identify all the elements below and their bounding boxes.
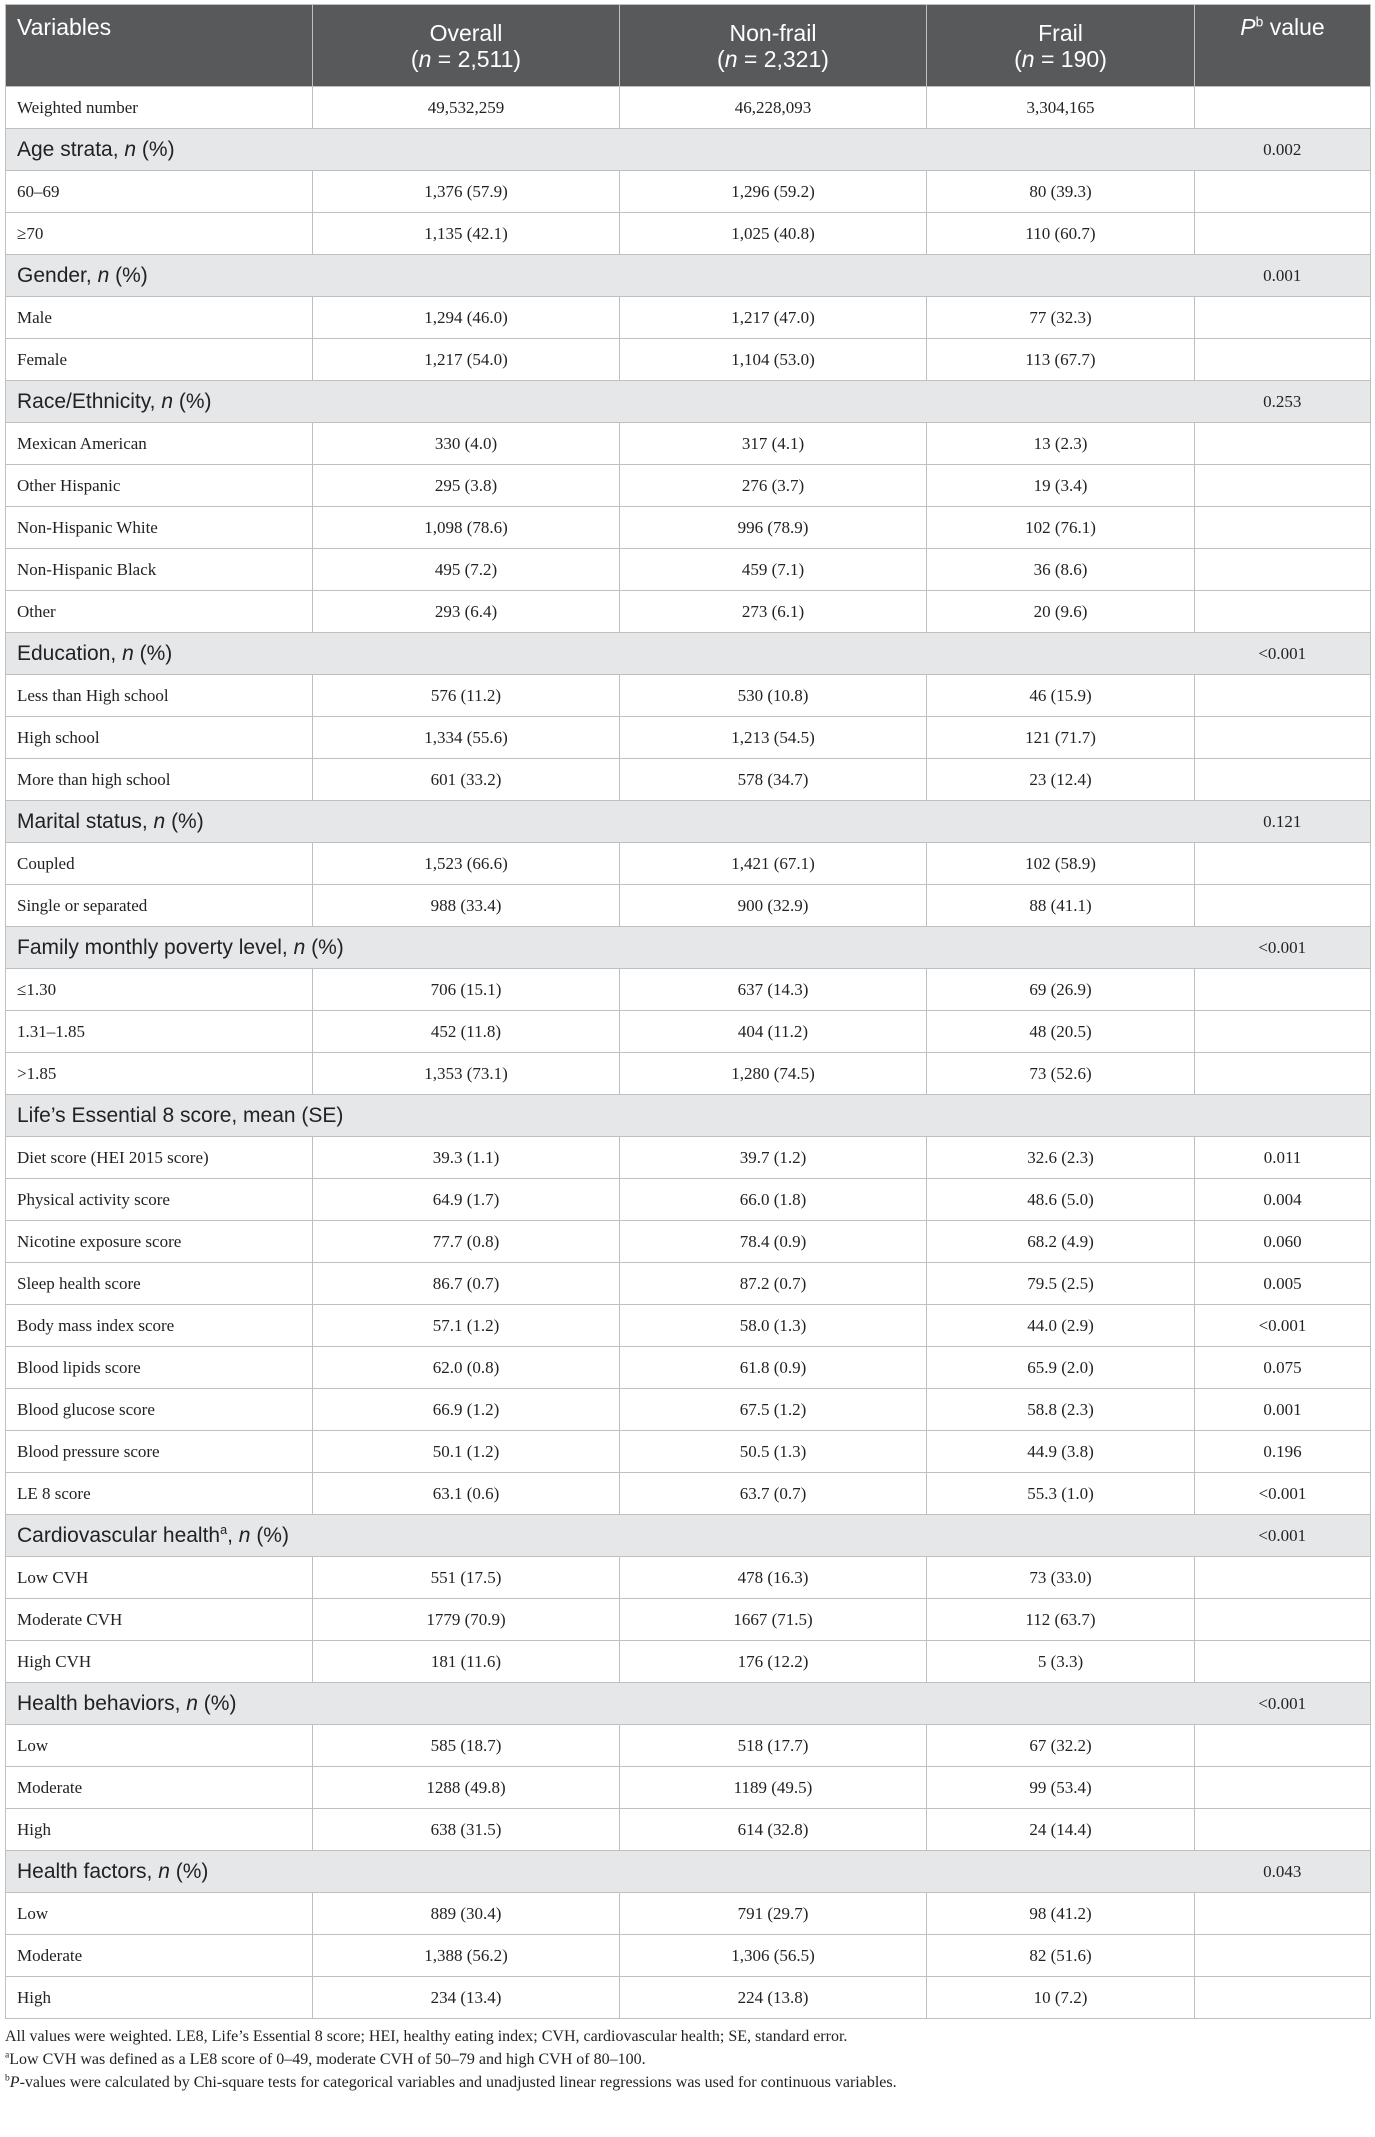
table-row	[6, 1011, 1371, 1053]
table-row	[6, 1053, 1371, 1095]
cell-overall: 234 (13.4)	[313, 1977, 620, 2019]
cell-frail: 3,304,165	[927, 87, 1195, 129]
header-frail	[927, 5, 1195, 87]
cell-nonfrail: 1,104 (53.0)	[620, 339, 927, 381]
group-title: Education, n (%)	[6, 633, 1195, 675]
cell-overall: 495 (7.2)	[313, 549, 620, 591]
cell-nonfrail: 1,296 (59.2)	[620, 171, 927, 213]
table-row	[6, 1473, 1371, 1515]
group-p-value: 0.001	[1195, 255, 1371, 297]
cell-frail: 98 (41.2)	[927, 1893, 1195, 1935]
cell-nonfrail: 61.8 (0.9)	[620, 1347, 927, 1389]
cell-nonfrail: 1667 (71.5)	[620, 1599, 927, 1641]
cell-frail: 46 (15.9)	[927, 675, 1195, 717]
table-row	[6, 969, 1371, 1011]
cell-nonfrail: 63.7 (0.7)	[620, 1473, 927, 1515]
cell-frail: 68.2 (4.9)	[927, 1221, 1195, 1263]
group-header-row	[6, 1095, 1371, 1137]
group-title: Marital status, n (%)	[6, 801, 1195, 843]
group-p-value: 0.002	[1195, 129, 1371, 171]
cell-nonfrail: 1,213 (54.5)	[620, 717, 927, 759]
group-p-value: <0.001	[1195, 927, 1371, 969]
header-nonfrail	[620, 5, 927, 87]
cell-overall: 63.1 (0.6)	[313, 1473, 620, 1515]
cell-frail: 73 (52.6)	[927, 1053, 1195, 1095]
cell-overall: 601 (33.2)	[313, 759, 620, 801]
cell-overall: 66.9 (1.2)	[313, 1389, 620, 1431]
cell-p-value	[1195, 1977, 1371, 2019]
cell-nonfrail: 996 (78.9)	[620, 507, 927, 549]
cell-nonfrail: 404 (11.2)	[620, 1011, 927, 1053]
header-overall-label: Overall	[429, 19, 503, 46]
table-row	[6, 1893, 1371, 1935]
table-row	[6, 1221, 1371, 1263]
row-label: >1.85	[6, 1053, 313, 1095]
cell-frail: 48.6 (5.0)	[927, 1179, 1195, 1221]
cell-p-value	[1195, 87, 1371, 129]
cell-frail: 44.0 (2.9)	[927, 1305, 1195, 1347]
cell-nonfrail: 637 (14.3)	[620, 969, 927, 1011]
cell-nonfrail: 39.7 (1.2)	[620, 1137, 927, 1179]
cell-frail: 102 (58.9)	[927, 843, 1195, 885]
table-row	[6, 1137, 1371, 1179]
cell-nonfrail: 50.5 (1.3)	[620, 1431, 927, 1473]
cell-frail: 80 (39.3)	[927, 171, 1195, 213]
cell-overall: 1,217 (54.0)	[313, 339, 620, 381]
table-row	[6, 213, 1371, 255]
cell-nonfrail: 459 (7.1)	[620, 549, 927, 591]
cell-nonfrail: 1,217 (47.0)	[620, 297, 927, 339]
cell-frail: 73 (33.0)	[927, 1557, 1195, 1599]
cell-p-value	[1195, 423, 1371, 465]
cell-frail: 88 (41.1)	[927, 885, 1195, 927]
table-row	[6, 507, 1371, 549]
cell-p-value	[1195, 717, 1371, 759]
table-row	[6, 1809, 1371, 1851]
group-title: Gender, n (%)	[6, 255, 1195, 297]
footnote-a: $^a$Low CVH was defined as a LE8 score of 0–49, moderate CVH of 50–79 and high CVH of 80–100.	[5, 2049, 646, 2068]
cell-frail: 65.9 (2.0)	[927, 1347, 1195, 1389]
cell-overall: 638 (31.5)	[313, 1809, 620, 1851]
cell-p-value	[1195, 1893, 1371, 1935]
table-row	[6, 1977, 1371, 2019]
table-row	[6, 675, 1371, 717]
row-label: High CVH	[6, 1641, 313, 1683]
group-title: Age strata, n (%)	[6, 129, 1195, 171]
cell-nonfrail: 87.2 (0.7)	[620, 1263, 927, 1305]
cell-overall: 1,294 (46.0)	[313, 297, 620, 339]
cell-nonfrail: 900 (32.9)	[620, 885, 927, 927]
table-header-row	[6, 5, 1371, 87]
cell-frail: 32.6 (2.3)	[927, 1137, 1195, 1179]
row-label: Nicotine exposure score	[6, 1221, 313, 1263]
cell-p-value: 0.001	[1195, 1389, 1371, 1431]
cell-frail: 44.9 (3.8)	[927, 1431, 1195, 1473]
table-container	[5, 4, 1370, 2094]
cell-nonfrail: 176 (12.2)	[620, 1641, 927, 1683]
cell-overall: 1,098 (78.6)	[313, 507, 620, 549]
cell-frail: 77 (32.3)	[927, 297, 1195, 339]
cell-p-value	[1195, 759, 1371, 801]
row-label: High school	[6, 717, 313, 759]
table-row	[6, 1725, 1371, 1767]
cell-p-value	[1195, 843, 1371, 885]
cell-nonfrail: 1,421 (67.1)	[620, 843, 927, 885]
cell-p-value	[1195, 969, 1371, 1011]
group-header-row	[6, 255, 1371, 297]
group-title: Health factors, n (%)	[6, 1851, 1195, 1893]
cell-nonfrail: 46,228,093	[620, 87, 927, 129]
cell-overall: 295 (3.8)	[313, 465, 620, 507]
cell-p-value: <0.001	[1195, 1473, 1371, 1515]
cell-p-value	[1195, 1053, 1371, 1095]
table-row	[6, 717, 1371, 759]
cell-nonfrail: 1,306 (56.5)	[620, 1935, 927, 1977]
cell-p-value	[1195, 1011, 1371, 1053]
row-label: 60–69	[6, 171, 313, 213]
cell-frail: 58.8 (2.3)	[927, 1389, 1195, 1431]
cell-overall: 1,388 (56.2)	[313, 1935, 620, 1977]
group-p-value: 0.043	[1195, 1851, 1371, 1893]
cell-frail: 10 (7.2)	[927, 1977, 1195, 2019]
cell-p-value	[1195, 549, 1371, 591]
cell-overall: 706 (15.1)	[313, 969, 620, 1011]
cell-overall: 1288 (49.8)	[313, 1767, 620, 1809]
group-header-row	[6, 801, 1371, 843]
row-label: Coupled	[6, 843, 313, 885]
table-row-weighted	[6, 87, 1371, 129]
cell-frail: 102 (76.1)	[927, 507, 1195, 549]
cell-overall: 181 (11.6)	[313, 1641, 620, 1683]
cell-nonfrail: 224 (13.8)	[620, 1977, 927, 2019]
table-row	[6, 1347, 1371, 1389]
header-overall	[313, 5, 620, 87]
cell-nonfrail: 1,280 (74.5)	[620, 1053, 927, 1095]
row-label: High	[6, 1977, 313, 2019]
group-header-row	[6, 1851, 1371, 1893]
cell-frail: 5 (3.3)	[927, 1641, 1195, 1683]
group-title: Cardiovascular health$^a$, n (%)	[6, 1515, 1195, 1557]
cell-nonfrail: 1,025 (40.8)	[620, 213, 927, 255]
table-row	[6, 1599, 1371, 1641]
row-label: ≤1.30	[6, 969, 313, 1011]
cell-overall: 585 (18.7)	[313, 1725, 620, 1767]
row-label: Single or separated	[6, 885, 313, 927]
row-label: Body mass index score	[6, 1305, 313, 1347]
row-label: Sleep health score	[6, 1263, 313, 1305]
row-label: Low CVH	[6, 1557, 313, 1599]
cell-p-value: 0.075	[1195, 1347, 1371, 1389]
cell-nonfrail: 530 (10.8)	[620, 675, 927, 717]
group-p-value: 0.253	[1195, 381, 1371, 423]
cell-frail: 67 (32.2)	[927, 1725, 1195, 1767]
cell-p-value	[1195, 1557, 1371, 1599]
group-p-value: <0.001	[1195, 1683, 1371, 1725]
cell-p-value	[1195, 1599, 1371, 1641]
cell-overall: 64.9 (1.7)	[313, 1179, 620, 1221]
footnote-b: $^b$P-values were calculated by Chi-square tests for categorical variables and unadjusted linear regressions was used for continuous variables.	[5, 2072, 897, 2091]
row-label: 1.31–1.85	[6, 1011, 313, 1053]
group-title: Race/Ethnicity, n (%)	[6, 381, 1195, 423]
cell-frail: 113 (67.7)	[927, 339, 1195, 381]
header-nonfrail-label: Non-frail	[729, 19, 817, 46]
row-label: LE 8 score	[6, 1473, 313, 1515]
table-row	[6, 549, 1371, 591]
cell-nonfrail: 78.4 (0.9)	[620, 1221, 927, 1263]
table-row	[6, 759, 1371, 801]
cell-p-value	[1195, 675, 1371, 717]
cell-overall: 86.7 (0.7)	[313, 1263, 620, 1305]
group-header-row	[6, 129, 1371, 171]
cell-overall: 1779 (70.9)	[313, 1599, 620, 1641]
row-label: Moderate	[6, 1767, 313, 1809]
row-label: Moderate	[6, 1935, 313, 1977]
row-label: Blood glucose score	[6, 1389, 313, 1431]
table-row	[6, 423, 1371, 465]
cell-overall: 576 (11.2)	[313, 675, 620, 717]
row-label: Blood pressure score	[6, 1431, 313, 1473]
cell-p-value	[1195, 1725, 1371, 1767]
cell-nonfrail: 1189 (49.5)	[620, 1767, 927, 1809]
cell-frail: 36 (8.6)	[927, 549, 1195, 591]
row-label: Other	[6, 591, 313, 633]
cell-overall: 330 (4.0)	[313, 423, 620, 465]
table-row	[6, 297, 1371, 339]
group-title: Health behaviors, n (%)	[6, 1683, 1195, 1725]
cell-p-value: 0.004	[1195, 1179, 1371, 1221]
cell-overall: 77.7 (0.8)	[313, 1221, 620, 1263]
cell-overall: 1,523 (66.6)	[313, 843, 620, 885]
cell-overall: 1,353 (73.1)	[313, 1053, 620, 1095]
table-row	[6, 1305, 1371, 1347]
header-overall-n: (n = 2,511)	[410, 45, 522, 72]
cell-nonfrail: 578 (34.7)	[620, 759, 927, 801]
cell-p-value	[1195, 507, 1371, 549]
cell-overall: 49,532,259	[313, 87, 620, 129]
cell-p-value	[1195, 1767, 1371, 1809]
cell-frail: 55.3 (1.0)	[927, 1473, 1195, 1515]
cell-overall: 62.0 (0.8)	[313, 1347, 620, 1389]
row-label: Male	[6, 297, 313, 339]
table-row	[6, 885, 1371, 927]
cell-p-value	[1195, 213, 1371, 255]
cell-p-value	[1195, 591, 1371, 633]
cell-frail: 112 (63.7)	[927, 1599, 1195, 1641]
row-label: ≥70	[6, 213, 313, 255]
cell-p-value	[1195, 339, 1371, 381]
cell-p-value: 0.005	[1195, 1263, 1371, 1305]
table-row	[6, 171, 1371, 213]
table-row	[6, 1767, 1371, 1809]
characteristics-table	[5, 4, 1371, 2019]
header-frail-label: Frail	[1038, 19, 1083, 46]
table-row	[6, 1557, 1371, 1599]
cell-nonfrail: 67.5 (1.2)	[620, 1389, 927, 1431]
cell-overall: 551 (17.5)	[313, 1557, 620, 1599]
cell-overall: 1,376 (57.9)	[313, 171, 620, 213]
cell-nonfrail: 791 (29.7)	[620, 1893, 927, 1935]
cell-p-value	[1195, 1935, 1371, 1977]
group-header-row	[6, 381, 1371, 423]
row-label: Diet score (HEI 2015 score)	[6, 1137, 313, 1179]
cell-p-value	[1195, 171, 1371, 213]
cell-overall: 1,334 (55.6)	[313, 717, 620, 759]
table-footnotes	[5, 2025, 1370, 2094]
cell-overall: 39.3 (1.1)	[313, 1137, 620, 1179]
table-row	[6, 465, 1371, 507]
cell-frail: 79.5 (2.5)	[927, 1263, 1195, 1305]
row-label: Non-Hispanic Black	[6, 549, 313, 591]
table-row	[6, 843, 1371, 885]
group-header-row	[6, 1683, 1371, 1725]
group-header-row	[6, 1515, 1371, 1557]
cell-overall: 50.1 (1.2)	[313, 1431, 620, 1473]
cell-overall: 57.1 (1.2)	[313, 1305, 620, 1347]
row-label: Blood lipids score	[6, 1347, 313, 1389]
cell-p-value: <0.001	[1195, 1305, 1371, 1347]
cell-frail: 69 (26.9)	[927, 969, 1195, 1011]
cell-frail: 20 (9.6)	[927, 591, 1195, 633]
header-nonfrail-n: (n = 2,321)	[717, 45, 829, 72]
row-label: Less than High school	[6, 675, 313, 717]
cell-p-value	[1195, 1641, 1371, 1683]
cell-p-value	[1195, 297, 1371, 339]
table-row	[6, 591, 1371, 633]
cell-overall: 293 (6.4)	[313, 591, 620, 633]
group-title: Family monthly poverty level, n (%)	[6, 927, 1195, 969]
cell-frail: 13 (2.3)	[927, 423, 1195, 465]
table-row	[6, 1935, 1371, 1977]
table-row	[6, 339, 1371, 381]
header-p-value: $P^b$ value	[1195, 5, 1371, 87]
cell-frail: 24 (14.4)	[927, 1809, 1195, 1851]
table-row	[6, 1431, 1371, 1473]
row-label: Other Hispanic	[6, 465, 313, 507]
cell-p-value	[1195, 1809, 1371, 1851]
row-label: Low	[6, 1725, 313, 1767]
cell-frail: 23 (12.4)	[927, 759, 1195, 801]
cell-p-value	[1195, 885, 1371, 927]
table-body	[6, 87, 1371, 2019]
cell-overall: 452 (11.8)	[313, 1011, 620, 1053]
cell-p-value: 0.011	[1195, 1137, 1371, 1179]
cell-p-value: 0.060	[1195, 1221, 1371, 1263]
cell-nonfrail: 317 (4.1)	[620, 423, 927, 465]
cell-nonfrail: 276 (3.7)	[620, 465, 927, 507]
cell-nonfrail: 58.0 (1.3)	[620, 1305, 927, 1347]
cell-overall: 889 (30.4)	[313, 1893, 620, 1935]
row-label: Non-Hispanic White	[6, 507, 313, 549]
group-p-value	[1195, 1095, 1371, 1137]
cell-frail: 121 (71.7)	[927, 717, 1195, 759]
table-row	[6, 1641, 1371, 1683]
cell-nonfrail: 614 (32.8)	[620, 1809, 927, 1851]
cell-frail: 110 (60.7)	[927, 213, 1195, 255]
cell-frail: 19 (3.4)	[927, 465, 1195, 507]
cell-frail: 48 (20.5)	[927, 1011, 1195, 1053]
row-label: Low	[6, 1893, 313, 1935]
cell-p-value: 0.196	[1195, 1431, 1371, 1473]
group-p-value: 0.121	[1195, 801, 1371, 843]
group-header-row	[6, 633, 1371, 675]
cell-frail: 99 (53.4)	[927, 1767, 1195, 1809]
table-row	[6, 1179, 1371, 1221]
table-row	[6, 1263, 1371, 1305]
group-title: Life’s Essential 8 score, mean (SE)	[6, 1095, 1195, 1137]
row-label: Female	[6, 339, 313, 381]
table-row	[6, 1389, 1371, 1431]
cell-frail: 82 (51.6)	[927, 1935, 1195, 1977]
header-variables: Variables	[6, 5, 313, 87]
cell-nonfrail: 273 (6.1)	[620, 591, 927, 633]
group-header-row	[6, 927, 1371, 969]
header-frail-n: (n = 190)	[1014, 45, 1107, 72]
group-p-value: <0.001	[1195, 1515, 1371, 1557]
row-label: More than high school	[6, 759, 313, 801]
cell-overall: 1,135 (42.1)	[313, 213, 620, 255]
cell-p-value	[1195, 465, 1371, 507]
row-label: Physical activity score	[6, 1179, 313, 1221]
cell-nonfrail: 66.0 (1.8)	[620, 1179, 927, 1221]
cell-nonfrail: 478 (16.3)	[620, 1557, 927, 1599]
row-label: Mexican American	[6, 423, 313, 465]
row-label: Weighted number	[6, 87, 313, 129]
footnote-general: All values were weighted. LE8, Life’s Essential 8 score; HEI, healthy eating index; CVH, cardiovascular health; SE, standard error.	[5, 2028, 848, 2045]
group-p-value: <0.001	[1195, 633, 1371, 675]
cell-overall: 988 (33.4)	[313, 885, 620, 927]
cell-nonfrail: 518 (17.7)	[620, 1725, 927, 1767]
row-label: Moderate CVH	[6, 1599, 313, 1641]
row-label: High	[6, 1809, 313, 1851]
